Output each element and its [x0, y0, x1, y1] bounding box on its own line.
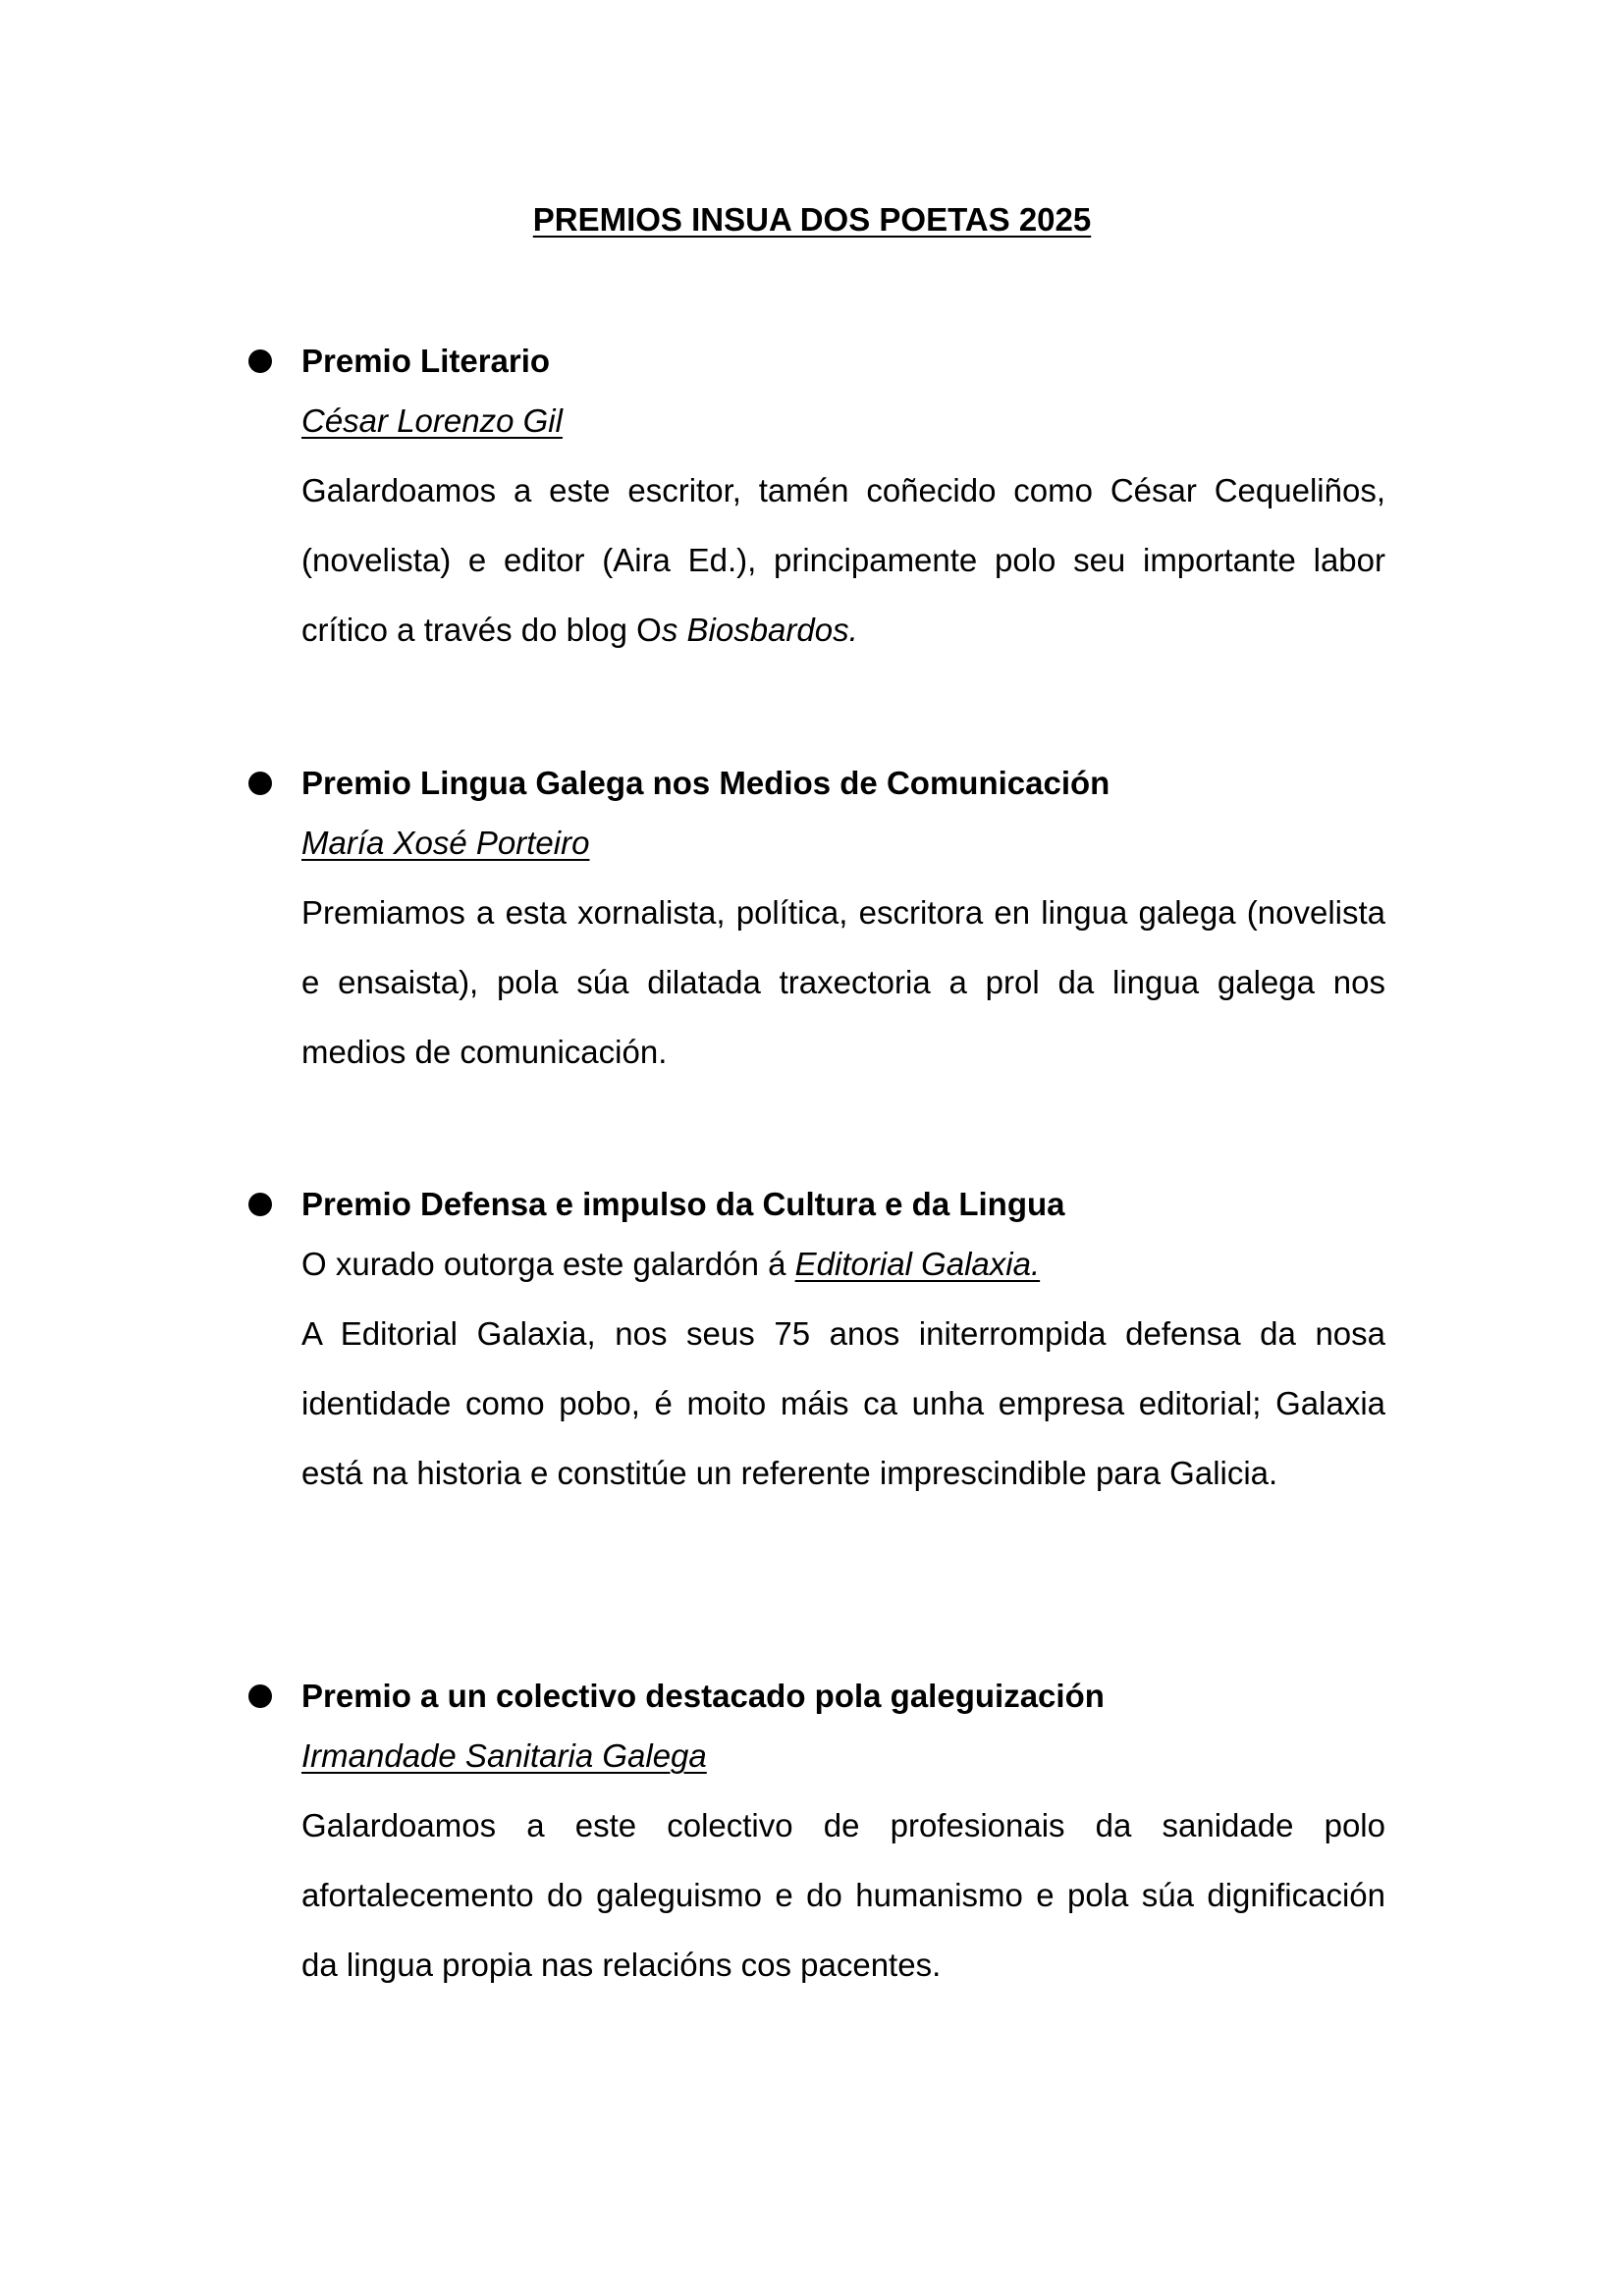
award-description: Premiamos a esta xornalista, política, escritora en lingua galega (novelista e ensaista), pola súa dilatada traxectoria a prol da lingua galega nos medios de comunicación. [301, 894, 1385, 1070]
award-recipient-line [301, 1721, 1385, 1790]
award-content [301, 1677, 1385, 2000]
document-title [0, 201, 1624, 239]
bullet-icon [248, 1684, 272, 1708]
award-intro-line [301, 1229, 1385, 1299]
bullet-icon [248, 772, 272, 795]
award-heading: Premio Literario [301, 343, 551, 379]
award-heading: Premio a un colectivo destacado pola galeguización [301, 1678, 1105, 1714]
award-content [301, 1185, 1385, 1508]
bullet-icon [248, 1193, 272, 1216]
award-recipient: María Xosé Porteiro [301, 825, 590, 861]
award-description [301, 455, 1385, 665]
award-content [301, 342, 1385, 665]
award-description: Galardoamos a este colectivo de profesionais da sanidade polo afortalecemento do galeguismo e do humanismo e pola súa dignificación da lingua propia nas relacións cos pacentes. [301, 1807, 1385, 1983]
document-title-text: PREMIOS INSUA DOS POETAS 2025 [532, 201, 1092, 238]
award-heading: Premio Lingua Galega nos Medios de Comunicación [301, 765, 1110, 801]
award-description: A Editorial Galaxia, nos seus 75 anos initerrompida defensa da nosa identidade como pobo, é moito máis ca unha empresa editorial; Galaxia está na historia e constitúe un referente imprescindible para Galicia. [301, 1315, 1385, 1491]
award-recipient: César Lorenzo Gil [301, 402, 563, 439]
award-heading: Premio Defensa e impulso da Cultura e da Lingua [301, 1186, 1065, 1222]
award-intro: O xurado outorga este galardón á [301, 1246, 795, 1282]
bullet-icon [248, 349, 272, 373]
award-content [301, 764, 1385, 1087]
award-recipient-line [301, 386, 1385, 455]
award-recipient: Editorial Galaxia. [794, 1246, 1041, 1282]
award-description-italic: s Biosbardos. [661, 612, 858, 648]
award-recipient: Irmandade Sanitaria Galega [301, 1737, 707, 1774]
award-recipient-line [301, 808, 1385, 878]
award-description-text: Galardoamos a este escritor, tamén coñecido como César Cequeliños, (novelista) e editor (Aira Ed.), principamente polo seu importante labor crítico a través do blog O [301, 472, 1385, 648]
